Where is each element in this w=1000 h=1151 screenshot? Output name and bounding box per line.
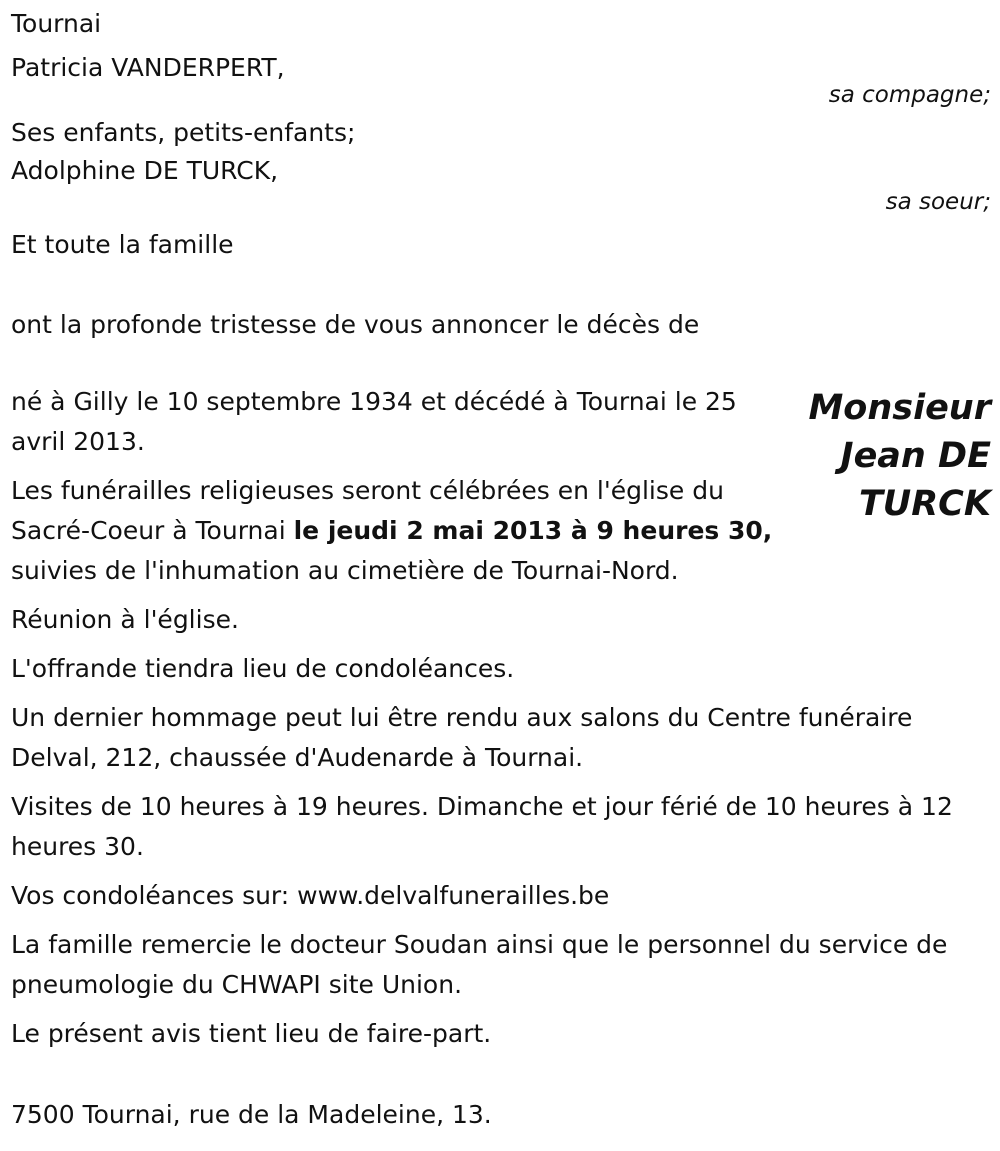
deceased-name-line1: Jean DE — [840, 436, 991, 476]
sister-name: Adolphine DE TURCK, — [11, 156, 279, 185]
offering: L'offrande tiendra lieu de condoléances. — [11, 654, 515, 683]
birth-death: né à Gilly le 10 septembre 1934 et décédé à Tournai le 25 avril 2013. — [11, 387, 737, 456]
announcement: ont la profonde tristesse de vous annoncer le décès de — [11, 310, 700, 339]
meeting: Réunion à l'église. — [11, 605, 239, 634]
obituary-notice — [11, 4, 991, 1135]
condolences: Vos condoléances sur: www.delvalfunerailles.be — [11, 881, 610, 910]
funeral-date-time: le jeudi 2 mai 2013 à 9 heures 30, — [293, 516, 773, 545]
visits: Visites de 10 heures à 19 heures. Dimanche et jour férié de 10 heures à 12 heures 30. — [11, 792, 953, 861]
tribute: Un dernier hommage peut lui être rendu aux salons du Centre funéraire Delval, 212, chaussée d'Audenarde à Tournai. — [11, 703, 913, 772]
funeral-rest: suivies de l'inhumation au cimetière de Tournai-Nord. — [11, 556, 679, 585]
location: Tournai — [11, 9, 102, 38]
deceased-name-line2: TURCK — [858, 484, 991, 524]
notice: Le présent avis tient lieu de faire-part. — [11, 1019, 492, 1048]
deceased-name — [781, 384, 991, 528]
whole-family: Et toute la famille — [11, 230, 234, 259]
funeral-intro: Les funérailles religieuses seront célébrées en l'église du Sacré-Coeur à Tournai — [11, 476, 724, 545]
deceased-title: Monsieur — [808, 388, 991, 428]
thanks: La famille remercie le docteur Soudan ainsi que le personnel du service de pneumologie du CHWAPI site Union. — [11, 930, 948, 999]
address: 7500 Tournai, rue de la Madeleine, 13. — [11, 1100, 492, 1129]
deceased-block — [11, 382, 991, 591]
children-line: Ses enfants, petits-enfants; — [11, 118, 356, 147]
partner-name: Patricia VANDERPERT, — [11, 53, 285, 82]
sister-role: sa soeur; — [885, 189, 991, 215]
partner-role: sa compagne; — [828, 82, 991, 108]
